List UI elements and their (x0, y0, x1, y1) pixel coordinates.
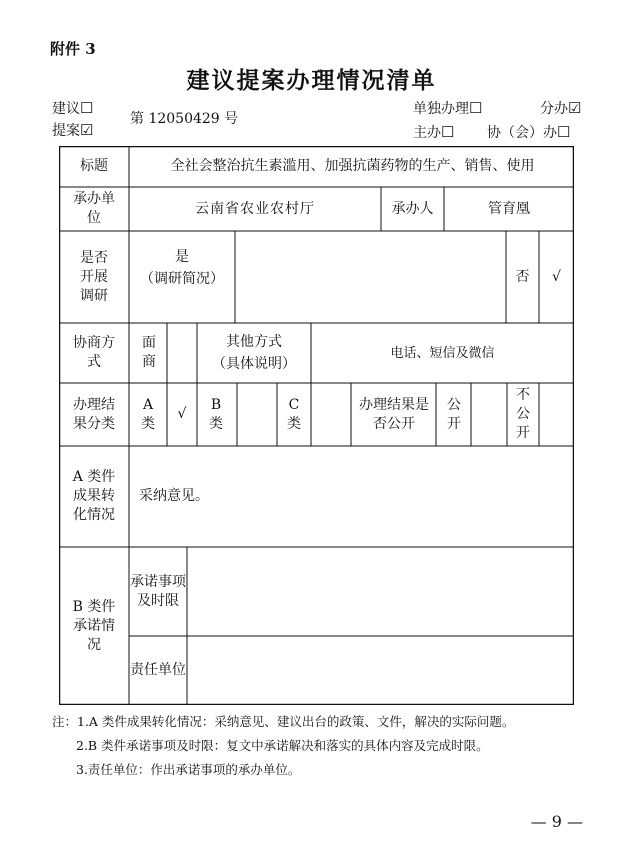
notes (52, 710, 514, 782)
b-unit-label: 责任单位 (130, 662, 186, 678)
research-label: 是否开展调研 (80, 249, 108, 304)
research-brief: （调研简况） (140, 270, 224, 287)
research-no-check: √ (552, 268, 561, 285)
suggestion-checkbox[interactable]: ☐ (80, 99, 94, 117)
result-label: 办理结果分类 (73, 396, 115, 432)
class-a-check: √ (177, 406, 187, 422)
proposal-label: 提案 (52, 123, 80, 139)
consult-label: 协商方式 (73, 335, 115, 370)
a-class-label: A 类件成果转化情况 (72, 469, 116, 523)
status-table (59, 146, 574, 705)
b-promise-label: 承诺事项及时限 (130, 573, 186, 609)
split-label: 分办 (540, 101, 568, 117)
proposal-option (52, 120, 93, 140)
consult-face: 面商 (142, 335, 156, 370)
public-yes: 公开 (447, 396, 461, 432)
a-class-value: 采纳意见。 (139, 488, 209, 504)
main-checkbox[interactable]: ☐ (441, 123, 455, 141)
b-class-label: B 类件承诺情况 (72, 598, 116, 653)
class-c: C类 (287, 396, 301, 432)
suggestion-label: 建议 (52, 101, 80, 117)
unit-value: 云南省农业农村厅 (195, 200, 315, 217)
consult-other-note: （具体说明） (212, 355, 296, 372)
attachment-label: 附件 3 (50, 40, 96, 58)
assist-checkbox[interactable]: ☐ (557, 123, 571, 141)
note-1: 注：1.A 类件成果转化情况：采纳意见、建议出台的政策、文件，解决的实际问题。 (52, 714, 515, 729)
main-option (413, 122, 454, 142)
assist-option (487, 122, 570, 142)
page-number: — 9 — (530, 812, 583, 831)
class-a: A类 (141, 396, 155, 432)
research-yes: 是 (175, 248, 189, 265)
unit-label: 承办单位 (73, 191, 115, 226)
title-label: 标题 (80, 158, 108, 174)
consult-other: 其他方式 (226, 333, 282, 350)
class-b: B类 (209, 396, 223, 432)
handler-label: 承办人 (391, 200, 434, 217)
note-3: 3.责任单位：作出承诺事项的承办单位。 (76, 762, 301, 777)
split-checkbox[interactable]: ☑ (568, 99, 582, 117)
consult-value: 电话、短信及微信 (390, 345, 495, 361)
proposal-checkbox[interactable]: ☑ (80, 121, 94, 139)
research-no: 否 (515, 268, 530, 285)
split-option (540, 98, 581, 118)
sole-checkbox[interactable]: ☐ (469, 99, 483, 117)
document-number: 第 12050429 号 (130, 111, 239, 127)
page-title: 建议提案办理情况清单 (186, 67, 437, 94)
sole-label: 单独办理 (413, 101, 469, 117)
public-no: 不公开 (516, 387, 530, 441)
handler-value: 管育凰 (488, 200, 530, 217)
assist-label: 协（会）办 (487, 125, 557, 141)
public-label: 办理结果是否公开 (359, 396, 429, 432)
main-label: 主办 (413, 125, 441, 141)
note-2: 2.B 类件承诺事项及时限：复文中承诺解决和落实的具体内容及完成时限。 (76, 738, 489, 753)
title-value: 全社会整治抗生素滥用、加强抗菌药物的生产、销售、使用 (170, 158, 535, 174)
sole-option (413, 98, 482, 118)
suggestion-option (52, 98, 93, 118)
